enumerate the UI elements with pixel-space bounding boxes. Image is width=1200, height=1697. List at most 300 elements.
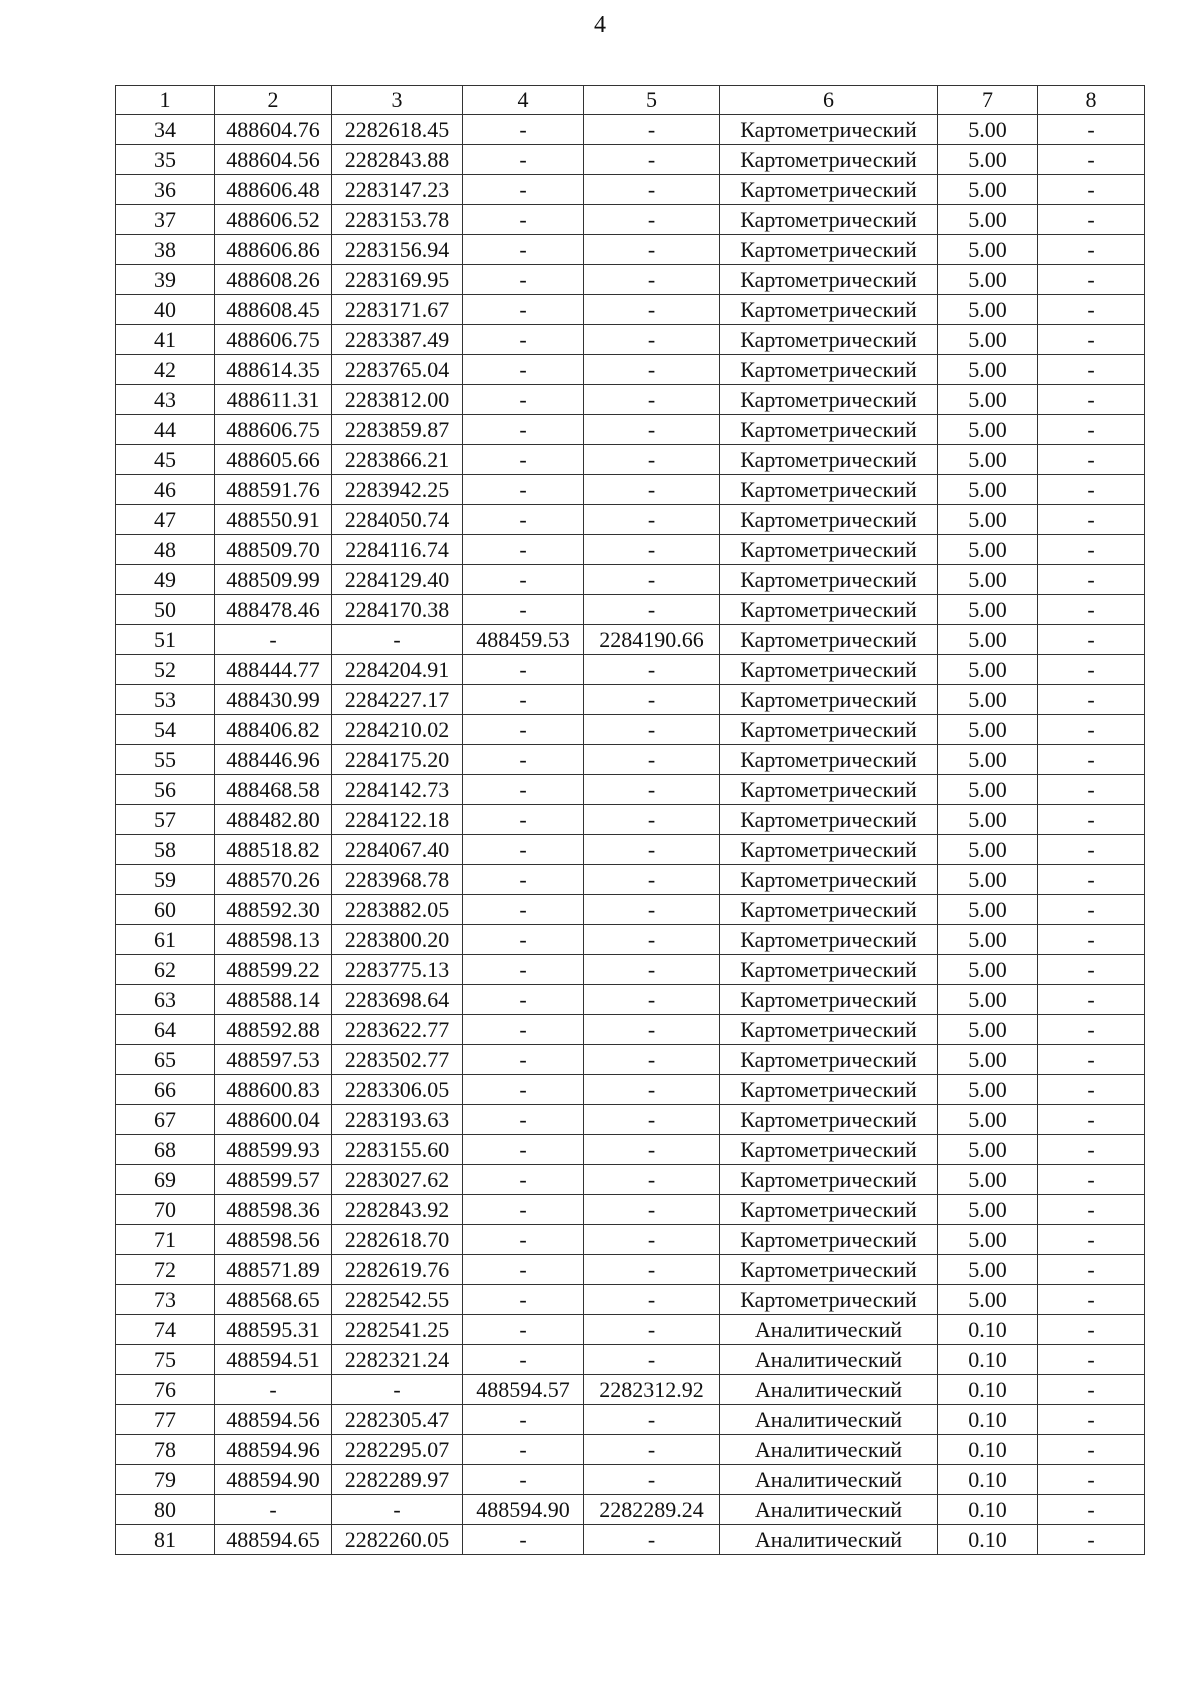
y-new-cell: -: [584, 655, 720, 685]
x-new-cell: -: [463, 325, 584, 355]
accuracy-cell: 0.10: [938, 1315, 1038, 1345]
accuracy-cell: 5.00: [938, 865, 1038, 895]
table-row: [116, 985, 1145, 1015]
y-coord-cell: -: [332, 1495, 463, 1525]
note-cell: -: [1038, 805, 1145, 835]
x-new-cell: -: [463, 355, 584, 385]
note-cell: -: [1038, 445, 1145, 475]
y-coord-cell: 2282542.55: [332, 1285, 463, 1315]
y-coord-cell: 2282618.70: [332, 1225, 463, 1255]
accuracy-cell: 5.00: [938, 715, 1038, 745]
y-coord-cell: 2283387.49: [332, 325, 463, 355]
note-cell: -: [1038, 1015, 1145, 1045]
point-number-cell: 40: [116, 295, 215, 325]
x-coord-cell: 488482.80: [215, 805, 332, 835]
note-cell: -: [1038, 955, 1145, 985]
y-new-cell: -: [584, 985, 720, 1015]
accuracy-cell: 0.10: [938, 1495, 1038, 1525]
accuracy-cell: 5.00: [938, 175, 1038, 205]
accuracy-cell: 5.00: [938, 535, 1038, 565]
y-coord-cell: 2282305.47: [332, 1405, 463, 1435]
y-coord-cell: 2283155.60: [332, 1135, 463, 1165]
table-body: [116, 86, 1145, 1555]
x-new-cell: -: [463, 505, 584, 535]
y-new-cell: -: [584, 1135, 720, 1165]
x-new-cell: -: [463, 1315, 584, 1345]
y-coord-cell: 2283765.04: [332, 355, 463, 385]
method-cell: Картометрический: [720, 1075, 938, 1105]
y-new-cell: -: [584, 1195, 720, 1225]
table-row: [116, 1105, 1145, 1135]
x-new-cell: -: [463, 1075, 584, 1105]
point-number-cell: 75: [116, 1345, 215, 1375]
note-cell: -: [1038, 715, 1145, 745]
y-new-cell: -: [584, 145, 720, 175]
page-number: 4: [594, 12, 606, 38]
y-coord-cell: -: [332, 1375, 463, 1405]
note-cell: -: [1038, 1315, 1145, 1345]
table-row: [116, 925, 1145, 955]
method-cell: Картометрический: [720, 565, 938, 595]
method-cell: Картометрический: [720, 1105, 938, 1135]
x-coord-cell: 488592.30: [215, 895, 332, 925]
accuracy-cell: 5.00: [938, 1015, 1038, 1045]
x-coord-cell: 488595.31: [215, 1315, 332, 1345]
table-row: [116, 745, 1145, 775]
accuracy-cell: 5.00: [938, 415, 1038, 445]
table-row: [116, 865, 1145, 895]
x-coord-cell: 488518.82: [215, 835, 332, 865]
point-number-cell: 49: [116, 565, 215, 595]
point-number-cell: 60: [116, 895, 215, 925]
table-row: [116, 325, 1145, 355]
method-cell: Аналитический: [720, 1405, 938, 1435]
accuracy-cell: 5.00: [938, 655, 1038, 685]
point-number-cell: 80: [116, 1495, 215, 1525]
note-cell: -: [1038, 775, 1145, 805]
x-new-cell: -: [463, 1405, 584, 1435]
point-number-cell: 64: [116, 1015, 215, 1045]
accuracy-cell: 5.00: [938, 1165, 1038, 1195]
y-coord-cell: 2284210.02: [332, 715, 463, 745]
point-number-cell: 47: [116, 505, 215, 535]
method-cell: Картометрический: [720, 775, 938, 805]
note-cell: -: [1038, 1375, 1145, 1405]
x-new-cell: -: [463, 565, 584, 595]
x-coord-cell: 488598.13: [215, 925, 332, 955]
table-row: [116, 475, 1145, 505]
method-cell: Картометрический: [720, 1255, 938, 1285]
accuracy-cell: 5.00: [938, 565, 1038, 595]
x-coord-cell: 488430.99: [215, 685, 332, 715]
x-new-cell: -: [463, 445, 584, 475]
header-cell: 6: [720, 86, 938, 115]
y-coord-cell: 2283812.00: [332, 385, 463, 415]
method-cell: Картометрический: [720, 445, 938, 475]
note-cell: -: [1038, 1165, 1145, 1195]
y-new-cell: -: [584, 355, 720, 385]
accuracy-cell: 5.00: [938, 355, 1038, 385]
accuracy-cell: 5.00: [938, 685, 1038, 715]
accuracy-cell: 5.00: [938, 115, 1038, 145]
y-new-cell: -: [584, 1315, 720, 1345]
method-cell: Аналитический: [720, 1525, 938, 1555]
note-cell: -: [1038, 625, 1145, 655]
point-number-cell: 73: [116, 1285, 215, 1315]
y-new-cell: -: [584, 775, 720, 805]
note-cell: -: [1038, 115, 1145, 145]
table-row: [116, 805, 1145, 835]
x-coord-cell: 488444.77: [215, 655, 332, 685]
note-cell: -: [1038, 145, 1145, 175]
y-coord-cell: 2283193.63: [332, 1105, 463, 1135]
y-new-cell: -: [584, 1345, 720, 1375]
method-cell: Картометрический: [720, 805, 938, 835]
accuracy-cell: 5.00: [938, 775, 1038, 805]
x-new-cell: -: [463, 415, 584, 445]
accuracy-cell: 5.00: [938, 145, 1038, 175]
table-row: [116, 1075, 1145, 1105]
table-row: [116, 595, 1145, 625]
method-cell: Картометрический: [720, 1225, 938, 1255]
x-new-cell: -: [463, 1465, 584, 1495]
y-new-cell: -: [584, 835, 720, 865]
method-cell: Картометрический: [720, 1195, 938, 1225]
note-cell: -: [1038, 205, 1145, 235]
x-new-cell: -: [463, 775, 584, 805]
method-cell: Картометрический: [720, 865, 938, 895]
y-coord-cell: 2283882.05: [332, 895, 463, 925]
note-cell: -: [1038, 1285, 1145, 1315]
point-number-cell: 57: [116, 805, 215, 835]
y-coord-cell: 2283027.62: [332, 1165, 463, 1195]
table-row: [116, 835, 1145, 865]
x-new-cell: -: [463, 1435, 584, 1465]
x-coord-cell: 488594.96: [215, 1435, 332, 1465]
point-number-cell: 66: [116, 1075, 215, 1105]
y-coord-cell: 2282619.76: [332, 1255, 463, 1285]
y-coord-cell: 2284170.38: [332, 595, 463, 625]
x-new-cell: 488594.90: [463, 1495, 584, 1525]
y-coord-cell: 2284067.40: [332, 835, 463, 865]
note-cell: -: [1038, 895, 1145, 925]
y-new-cell: -: [584, 325, 720, 355]
x-coord-cell: 488594.65: [215, 1525, 332, 1555]
x-new-cell: -: [463, 175, 584, 205]
table-row: [116, 655, 1145, 685]
y-new-cell: -: [584, 1405, 720, 1435]
table-row: [116, 775, 1145, 805]
x-new-cell: -: [463, 595, 584, 625]
header-cell: 2: [215, 86, 332, 115]
point-number-cell: 38: [116, 235, 215, 265]
table-row: [116, 175, 1145, 205]
x-coord-cell: 488608.26: [215, 265, 332, 295]
point-number-cell: 70: [116, 1195, 215, 1225]
x-new-cell: -: [463, 235, 584, 265]
table-row: [116, 1495, 1145, 1525]
method-cell: Картометрический: [720, 1045, 938, 1075]
accuracy-cell: 0.10: [938, 1525, 1038, 1555]
header-cell: 1: [116, 86, 215, 115]
x-new-cell: -: [463, 985, 584, 1015]
point-number-cell: 78: [116, 1435, 215, 1465]
x-new-cell: -: [463, 865, 584, 895]
table-row: [116, 565, 1145, 595]
y-new-cell: -: [584, 1285, 720, 1315]
x-coord-cell: 488571.89: [215, 1255, 332, 1285]
point-number-cell: 67: [116, 1105, 215, 1135]
y-coord-cell: 2282618.45: [332, 115, 463, 145]
x-coord-cell: 488599.22: [215, 955, 332, 985]
x-coord-cell: 488588.14: [215, 985, 332, 1015]
note-cell: -: [1038, 535, 1145, 565]
table-row: [116, 715, 1145, 745]
method-cell: Картометрический: [720, 295, 938, 325]
x-new-cell: -: [463, 1015, 584, 1045]
point-number-cell: 48: [116, 535, 215, 565]
point-number-cell: 51: [116, 625, 215, 655]
note-cell: -: [1038, 265, 1145, 295]
point-number-cell: 37: [116, 205, 215, 235]
note-cell: -: [1038, 1495, 1145, 1525]
x-new-cell: -: [463, 655, 584, 685]
point-number-cell: 76: [116, 1375, 215, 1405]
note-cell: -: [1038, 355, 1145, 385]
y-new-cell: -: [584, 175, 720, 205]
table-row: [116, 1045, 1145, 1075]
accuracy-cell: 0.10: [938, 1465, 1038, 1495]
method-cell: Аналитический: [720, 1315, 938, 1345]
point-number-cell: 79: [116, 1465, 215, 1495]
y-coord-cell: 2283153.78: [332, 205, 463, 235]
accuracy-cell: 0.10: [938, 1435, 1038, 1465]
accuracy-cell: 5.00: [938, 295, 1038, 325]
x-coord-cell: 488604.56: [215, 145, 332, 175]
x-coord-cell: 488599.93: [215, 1135, 332, 1165]
x-coord-cell: 488605.66: [215, 445, 332, 475]
table-row: [116, 205, 1145, 235]
x-coord-cell: 488594.56: [215, 1405, 332, 1435]
table-row: [116, 1315, 1145, 1345]
table-row: [116, 1375, 1145, 1405]
note-cell: -: [1038, 1075, 1145, 1105]
note-cell: -: [1038, 1195, 1145, 1225]
y-coord-cell: 2282321.24: [332, 1345, 463, 1375]
table-row: [116, 625, 1145, 655]
x-coord-cell: 488446.96: [215, 745, 332, 775]
x-new-cell: -: [463, 205, 584, 235]
table-row: [116, 1345, 1145, 1375]
point-number-cell: 44: [116, 415, 215, 445]
accuracy-cell: 5.00: [938, 745, 1038, 775]
x-new-cell: -: [463, 715, 584, 745]
method-cell: Картометрический: [720, 955, 938, 985]
x-new-cell: -: [463, 745, 584, 775]
method-cell: Картометрический: [720, 685, 938, 715]
accuracy-cell: 5.00: [938, 235, 1038, 265]
accuracy-cell: 5.00: [938, 625, 1038, 655]
y-new-cell: -: [584, 715, 720, 745]
table-row: [116, 1015, 1145, 1045]
x-coord-cell: 488608.45: [215, 295, 332, 325]
note-cell: -: [1038, 235, 1145, 265]
y-new-cell: -: [584, 685, 720, 715]
x-new-cell: -: [463, 295, 584, 325]
note-cell: -: [1038, 1255, 1145, 1285]
table-row: [116, 535, 1145, 565]
y-new-cell: -: [584, 955, 720, 985]
point-number-cell: 52: [116, 655, 215, 685]
x-new-cell: 488459.53: [463, 625, 584, 655]
y-new-cell: -: [584, 1255, 720, 1285]
method-cell: Картометрический: [720, 415, 938, 445]
y-new-cell: -: [584, 295, 720, 325]
table-row: [116, 1525, 1145, 1555]
y-new-cell: -: [584, 595, 720, 625]
method-cell: Картометрический: [720, 235, 938, 265]
x-new-cell: -: [463, 805, 584, 835]
x-coord-cell: 488614.35: [215, 355, 332, 385]
table-row: [116, 1195, 1145, 1225]
y-coord-cell: 2284129.40: [332, 565, 463, 595]
point-number-cell: 61: [116, 925, 215, 955]
note-cell: -: [1038, 385, 1145, 415]
method-cell: Картометрический: [720, 475, 938, 505]
y-new-cell: -: [584, 1105, 720, 1135]
header-cell: 4: [463, 86, 584, 115]
table-row: [116, 685, 1145, 715]
point-number-cell: 55: [116, 745, 215, 775]
note-cell: -: [1038, 595, 1145, 625]
y-new-cell: -: [584, 535, 720, 565]
x-coord-cell: 488599.57: [215, 1165, 332, 1195]
y-coord-cell: 2283775.13: [332, 955, 463, 985]
table-row: [116, 355, 1145, 385]
y-coord-cell: -: [332, 625, 463, 655]
accuracy-cell: 5.00: [938, 445, 1038, 475]
y-new-cell: -: [584, 1075, 720, 1105]
x-coord-cell: 488606.75: [215, 325, 332, 355]
accuracy-cell: 5.00: [938, 205, 1038, 235]
x-new-cell: -: [463, 1285, 584, 1315]
y-new-cell: -: [584, 895, 720, 925]
note-cell: -: [1038, 1225, 1145, 1255]
note-cell: -: [1038, 475, 1145, 505]
x-new-cell: -: [463, 475, 584, 505]
note-cell: -: [1038, 985, 1145, 1015]
method-cell: Аналитический: [720, 1345, 938, 1375]
x-coord-cell: -: [215, 625, 332, 655]
accuracy-cell: 5.00: [938, 985, 1038, 1015]
x-coord-cell: 488594.90: [215, 1465, 332, 1495]
point-number-cell: 68: [116, 1135, 215, 1165]
x-new-cell: -: [463, 535, 584, 565]
y-coord-cell: 2283502.77: [332, 1045, 463, 1075]
note-cell: -: [1038, 295, 1145, 325]
table-row: [116, 265, 1145, 295]
x-coord-cell: 488606.52: [215, 205, 332, 235]
x-coord-cell: 488592.88: [215, 1015, 332, 1045]
y-new-cell: -: [584, 1015, 720, 1045]
header-cell: 5: [584, 86, 720, 115]
table-row: [116, 415, 1145, 445]
y-new-cell: 2282312.92: [584, 1375, 720, 1405]
x-new-cell: -: [463, 265, 584, 295]
y-coord-cell: 2282843.92: [332, 1195, 463, 1225]
note-cell: -: [1038, 865, 1145, 895]
y-coord-cell: 2284142.73: [332, 775, 463, 805]
accuracy-cell: 5.00: [938, 1255, 1038, 1285]
accuracy-cell: 5.00: [938, 1135, 1038, 1165]
method-cell: Картометрический: [720, 1165, 938, 1195]
note-cell: -: [1038, 1105, 1145, 1135]
point-number-cell: 69: [116, 1165, 215, 1195]
method-cell: Аналитический: [720, 1495, 938, 1525]
y-coord-cell: 2283942.25: [332, 475, 463, 505]
point-number-cell: 45: [116, 445, 215, 475]
y-coord-cell: 2282289.97: [332, 1465, 463, 1495]
y-new-cell: -: [584, 1525, 720, 1555]
y-coord-cell: 2283698.64: [332, 985, 463, 1015]
method-cell: Картометрический: [720, 745, 938, 775]
y-coord-cell: 2282541.25: [332, 1315, 463, 1345]
point-number-cell: 65: [116, 1045, 215, 1075]
method-cell: Картометрический: [720, 895, 938, 925]
note-cell: -: [1038, 925, 1145, 955]
accuracy-cell: 5.00: [938, 1195, 1038, 1225]
x-coord-cell: 488598.56: [215, 1225, 332, 1255]
method-cell: Картометрический: [720, 1285, 938, 1315]
note-cell: -: [1038, 1435, 1145, 1465]
point-number-cell: 39: [116, 265, 215, 295]
x-new-cell: -: [463, 1165, 584, 1195]
note-cell: -: [1038, 1135, 1145, 1165]
accuracy-cell: 0.10: [938, 1405, 1038, 1435]
x-new-cell: -: [463, 1345, 584, 1375]
x-coord-cell: 488606.48: [215, 175, 332, 205]
x-new-cell: -: [463, 1255, 584, 1285]
y-new-cell: -: [584, 565, 720, 595]
point-number-cell: 74: [116, 1315, 215, 1345]
x-new-cell: -: [463, 385, 584, 415]
table-row: [116, 1465, 1145, 1495]
note-cell: -: [1038, 745, 1145, 775]
point-number-cell: 35: [116, 145, 215, 175]
y-new-cell: -: [584, 205, 720, 235]
y-coord-cell: 2283866.21: [332, 445, 463, 475]
accuracy-cell: 5.00: [938, 1075, 1038, 1105]
y-new-cell: -: [584, 1165, 720, 1195]
y-coord-cell: 2284122.18: [332, 805, 463, 835]
x-coord-cell: 488600.83: [215, 1075, 332, 1105]
method-cell: Картометрический: [720, 1135, 938, 1165]
x-coord-cell: -: [215, 1375, 332, 1405]
y-new-cell: -: [584, 385, 720, 415]
method-cell: Картометрический: [720, 265, 938, 295]
x-coord-cell: 488570.26: [215, 865, 332, 895]
y-new-cell: -: [584, 505, 720, 535]
y-new-cell: -: [584, 805, 720, 835]
x-coord-cell: 488406.82: [215, 715, 332, 745]
point-number-cell: 56: [116, 775, 215, 805]
y-new-cell: -: [584, 115, 720, 145]
x-coord-cell: 488591.76: [215, 475, 332, 505]
x-new-cell: -: [463, 685, 584, 715]
note-cell: -: [1038, 565, 1145, 595]
note-cell: -: [1038, 415, 1145, 445]
method-cell: Картометрический: [720, 715, 938, 745]
